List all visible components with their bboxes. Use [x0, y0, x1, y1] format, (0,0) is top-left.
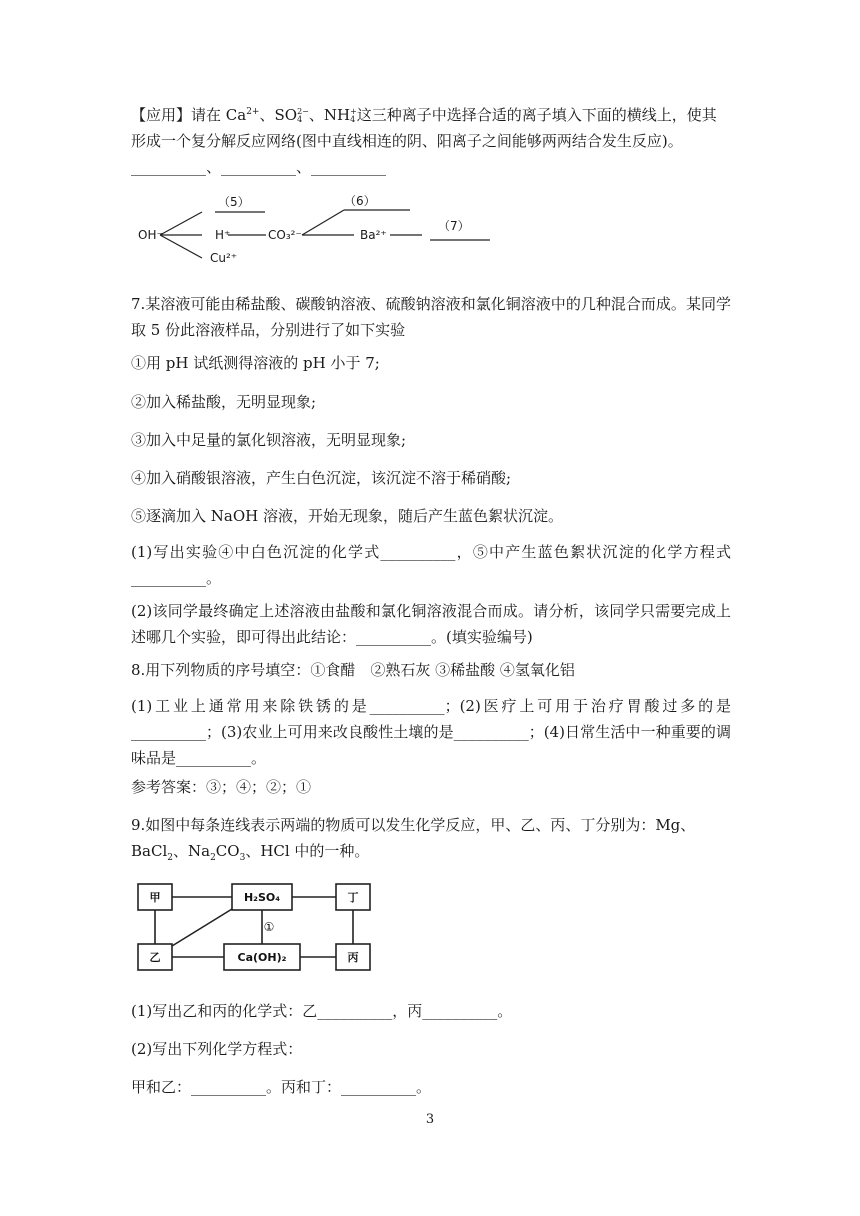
q7-step-1: ①用 pH 试纸测得溶液的 pH 小于 7;: [131, 354, 380, 372]
ion-network-figure: [132, 192, 512, 272]
q9-stem-a: 9.如图中每条连线表示两端的物质可以发生化学反应，甲、乙、丙、丁分别为：Mg、BaCl: [131, 816, 696, 860]
link-h2so4-yi: [172, 909, 232, 946]
nh4-charge: +: [350, 107, 357, 116]
q9-sub-1: 2: [167, 853, 173, 863]
line-co3-6: [302, 210, 344, 235]
q9-sub-2: 2: [210, 853, 216, 863]
q7-step-4: ④加入硝酸银溶液，产生白色沉淀，该沉淀不溶于稀硝酸;: [131, 469, 512, 487]
page-number: 3: [425, 1112, 435, 1127]
line-oh-cu: [160, 235, 202, 258]
so4-charge: 2−: [297, 107, 309, 116]
oh-label: OH⁻: [138, 228, 163, 242]
apply-text-a: 【应用】请在 Ca: [131, 106, 247, 124]
label-jia: 甲: [149, 891, 161, 904]
q8-answer: 参考答案：③；④；②；①: [131, 778, 312, 796]
q9-stem: [131, 812, 731, 864]
apply-text-d: 这三种离子中选择合适的离子填入下面的横线上，使其形成一个复分解反应网络(图中直线相连的阴、阳离子之间能够两两结合发生反应)。__________、__________、__________: [131, 106, 717, 176]
q8-body: (1)工业上通常用来除铁锈的是__________；(2)医疗上可用于治疗胃酸过多的是__________；(3)农业上可用来改良酸性土壤的是__________；(4)日常生活中一种重要的调味品是__________。: [131, 697, 731, 767]
label-caoh2: Ca(OH)₂: [237, 951, 287, 964]
label-bing: 丙: [347, 951, 359, 964]
q9-question-1: (1)写出乙和丙的化学式：乙__________，丙__________。: [131, 1002, 513, 1020]
blank-5-label: （5）: [218, 195, 250, 209]
q9-stem-d: 、HCl 中的一种。: [245, 842, 370, 860]
q8-stem: 8.用下列物质的序号填空：①食醋 ②熟石灰 ③稀盐酸 ④氢氧化铝: [131, 661, 575, 679]
apply-paragraph: [131, 102, 731, 180]
q7-question-1: (1)写出实验④中白色沉淀的化学式__________，⑤中产生蓝色絮状沉淀的化学方程式__________。: [131, 543, 731, 587]
q7-stem: 7.某溶液可能由稀盐酸、碳酸钠溶液、硫酸钠溶液和氯化铜溶液中的几种混合而成。某同学取 5 份此溶液样品，分别进行了如下实验: [131, 295, 731, 339]
q7-question-2: (2)该同学最终确定上述溶液由盐酸和氯化铜溶液混合而成。请分析，该同学只需要完成上述哪几个实验，即可得出此结论：__________。(填实验编号): [131, 602, 731, 646]
label-circle-1: ①: [263, 920, 275, 934]
q9-stem-c: CO: [215, 842, 240, 860]
q9-question-3: 甲和乙：__________。丙和丁：__________。: [131, 1078, 432, 1096]
q9-stem-b: 、Na: [172, 842, 211, 860]
blank-6-label: （6）: [344, 194, 376, 208]
reaction-box-figure: [132, 879, 382, 979]
blank-7-label: （7）: [438, 219, 470, 233]
cu-label: Cu²⁺: [210, 251, 238, 265]
label-yi: 乙: [149, 951, 161, 964]
apply-text-c: 、NH: [308, 106, 351, 124]
q7-step-5: ⑤逐滴加入 NaOH 溶液，开始无现象，随后产生蓝色絮状沉淀。: [131, 507, 563, 525]
label-ding: 丁: [347, 891, 359, 904]
ba-label: Ba²⁺: [360, 228, 387, 242]
q7-step-3: ③加入中足量的氯化钡溶液，无明显现象;: [131, 431, 407, 449]
q7-step-2: ②加入稀盐酸，无明显现象;: [131, 393, 317, 411]
q9-question-2: (2)写出下列化学方程式：: [131, 1040, 303, 1058]
ca-charge: 2+: [246, 107, 260, 117]
h-label: H⁺: [215, 228, 231, 242]
q9-sub-3: 3: [239, 853, 246, 863]
label-h2so4: H₂SO₄: [243, 891, 281, 904]
apply-text-b: 、SO: [259, 106, 298, 124]
co3-label: CO₃²⁻: [268, 228, 302, 242]
nh4-sub: 4: [350, 115, 356, 124]
so4-sub: 4: [297, 115, 303, 124]
line-oh-5: [160, 212, 202, 235]
